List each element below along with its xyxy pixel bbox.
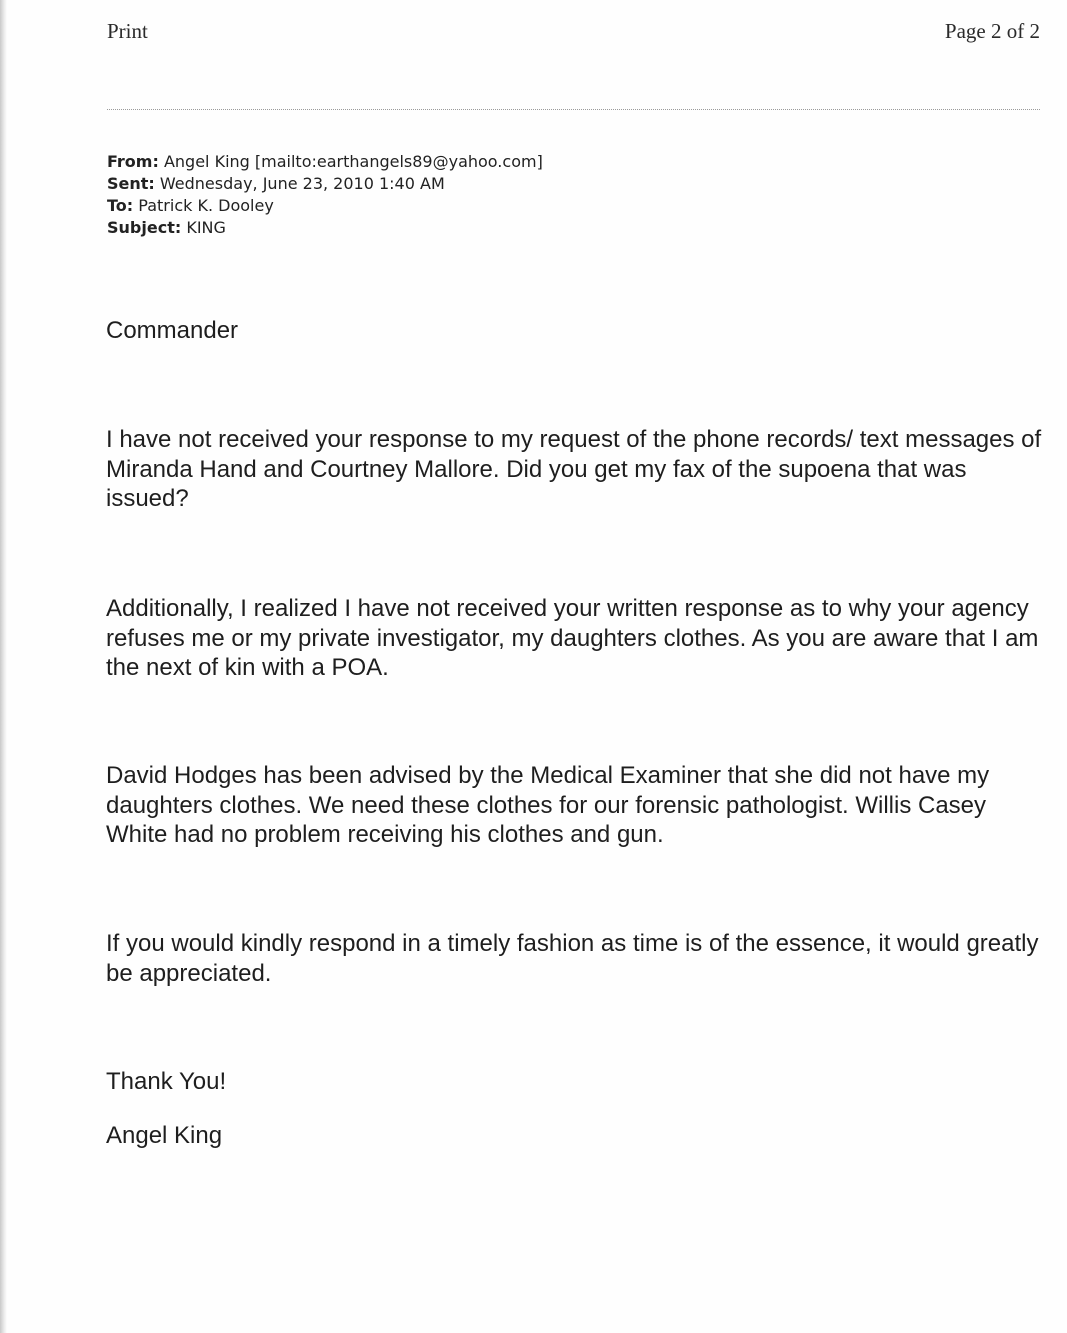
- to-value: Patrick K. Dooley: [138, 196, 274, 215]
- email-headers: [107, 151, 543, 239]
- sent-label: Sent:: [107, 174, 155, 193]
- print-header-left: Print: [107, 19, 148, 43]
- subject-label: Subject:: [107, 218, 182, 237]
- subject-value: KING: [186, 218, 226, 237]
- page-number: Page 2 of 2: [944, 19, 1040, 43]
- closing: Thank You!: [106, 1068, 227, 1095]
- from-row: [107, 151, 543, 173]
- sent-row: [107, 173, 543, 195]
- to-row: [107, 195, 543, 217]
- from-label: From:: [107, 152, 159, 171]
- body-paragraph: David Hodges has been advised by the Medical Examiner that she did not have my daughters clothes. We need these clothes for our forensic pathologist. Willis Casey White had no problem receiving his clothes and gun.: [106, 762, 990, 848]
- signature: Angel King: [106, 1122, 223, 1149]
- header-divider: [107, 109, 1040, 110]
- sent-value: Wednesday, June 23, 2010 1:40 AM: [159, 174, 445, 193]
- body-paragraph: If you would kindly respond in a timely fashion as time is of the essence, it would greatly be appreciated.: [106, 930, 1039, 987]
- from-value: Angel King [mailto:earthangels89@yahoo.com]: [163, 152, 543, 171]
- body-paragraph: I have not received your response to my request of the phone records/ text messages of Miranda Hand and Courtney Mallore. Did you get my fax of the supoena that was issued?: [106, 426, 1042, 512]
- subject-row: [107, 217, 543, 239]
- scan-edge-shadow: [0, 0, 7, 1333]
- to-label: To:: [107, 196, 134, 215]
- salutation: Commander: [106, 317, 239, 344]
- body-paragraph: Additionally, I realized I have not received your written response as to why your agency refuses me or my private investigator, my daughters clothes. As you are aware that I am the next of kin with a POA.: [106, 595, 1039, 681]
